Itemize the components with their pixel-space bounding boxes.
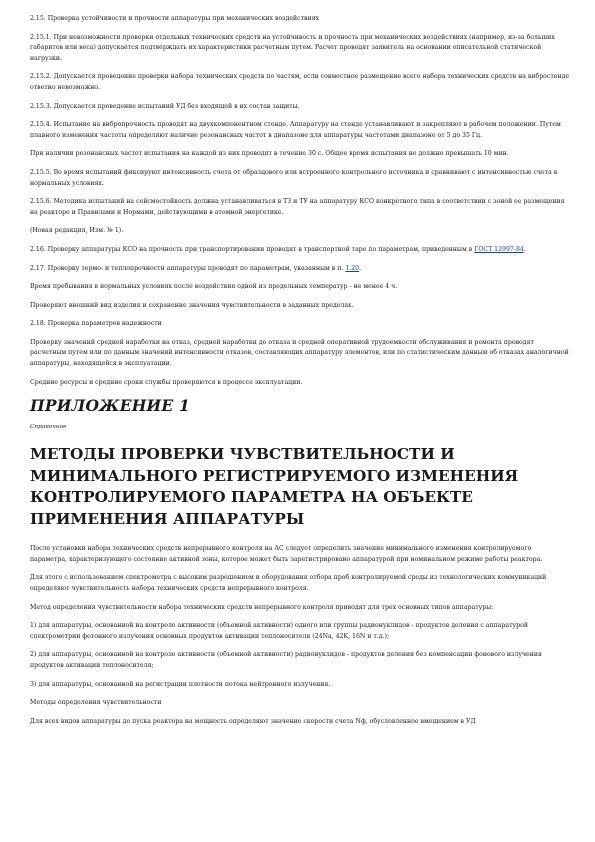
paragraph-2-18-resources: Средние ресурсы и средние сроки службы проверяются в процессе эксплуатации. [30,378,303,386]
paragraph-2-15-2: 2.15.2. Допускается проведение проверки набора технических средств по частям, если совместное размещение всего набора технических средств на вибростенде ответно невозможно. [30,73,570,91]
appendix-title-line-4: ПРИМЕНЕНИЯ АППАРАТУРЫ [30,509,305,528]
paragraph-2-18-reliability: Проверку значений средней наработки на отказ, средней наработки до отказа и средней оперативной трудоемкости обслуживания и ремонта проводят расчетным путем или по данным значений интенсивности отказов, составляющих аппаратуру элементов, или по статистическим данным об отказах аналогичной аппаратуры, находящейся в эксплуатации. [30,338,569,368]
paragraph-2-17-check: Проверяют внешний вид изделия и сохранение значения чувствительности в заданных пределах. [30,301,354,309]
appendix-list-item-1: 1) для аппаратуры, основанной на контроле активности (объемной активности) одного или группы радионуклидов - продуктов деления с аппаратурой спектрометрии фотонного излучения основных продуктов активации теплоносителя (24Na, 42K, 16N и т.д.); [30,622,528,640]
paragraph-2-15: 2.15. Проверка устойчивости и прочности аппаратуры при механических воздействиях [30,15,320,22]
appendix-title [30,444,570,530]
appendix-heading: ПРИЛОЖЕНИЕ 1 [30,396,190,416]
paragraph-2-16-end: . [523,245,526,253]
paragraph-2-15-3: 2.15.3. Допускается проведение испытаний УД без входящей в их состав защиты. [30,102,300,110]
revision-note: (Новая редакция, Изм. № 1). [30,227,124,235]
document-page [30,14,570,735]
paragraph-2-15-1: 2.15.1. При невозможности проверки отдельных технических средств на устойчивость и прочность при механических воздействиях (например, из-за больших габаритов или веса) допускается подтверждать их характеристики расчетным путем. Расчет проводят заявитель на основании описательной статической нагрузки. [30,33,555,62]
paragraph-2-18: 2.18. Проверка параметров надежности [30,320,162,328]
paragraph-2-15-6: 2.15.6. Методика испытаний на сейсмостойкость должна устанавливаться в ТЗ и ТУ на аппаратуру КСО конкретного типа в соответствии с зоной ее размещения на реакторе и Правилами и Нормами, действующими в атомной энергетике. [30,198,565,216]
appendix-list-item-2: 2) для аппаратуры, основанной на контроле активности (объемной активности) радионуклидов - продуктов деления без компенсации фонового излучения продуктов активации теплоносителя; [30,651,542,669]
paragraph-2-17-end: . [359,264,362,272]
appendix-title-line-2: МИНИМАЛЬНОГО РЕГИСТРИРУЕМОГО ИЗМЕНЕНИЯ [30,466,519,485]
paragraph-2-15-4: 2.15.4. Испытание на вибропрочность проводят на двухкомпонентном стенде. Аппаратуру на стенде устанавливают и закрепляют в рабочем положении. Путем плавного изменения частоты определяют наличие резонансных частот в диапазоне для аппаратуры частотами диапазоне от 5 до 35 Гц. [30,121,561,139]
paragraph-2-17-text: 2.17. Проверку термо- и теплопрочности аппаратуры проводят по параметрам, указанным в п. [30,264,346,272]
appendix-paragraph-1: После установки набора технических средств непрерывного контроля на АС следует определить значение минимального изменения контролируемого параметра, характеризующего состояние активной зоны, которое может быть зарегистрировано аппаратурой при номинальном режиме работы реактора. [30,545,543,563]
appendix-list-item-3: 3) для аппаратуры, основанной на регистрации плотности потока нейтронного излучения. [30,680,331,688]
appendix-paragraph-2: Для этого с использованием спектрометра с высоким разрешением и оборудования отбора проб контролируемой среды из технологических коммуникаций определяют чувствительность набора технических средств непрерывного контроля. [30,574,547,593]
gost-link[interactable]: ГОСТ 12997-84 [474,245,524,253]
appendix-title-line-1: МЕТОДЫ ПРОВЕРКИ ЧУВСТВИТЕЛЬНОСТИ И [30,445,455,464]
appendix-paragraph-3: Метод определения чувствительности набора технических средств непрерывного контроля приводят для трех основных типов аппаратуры: [30,603,494,611]
appendix-paragraph-8: Для всех видов аппаратуры до пуска реактора на мощность определяют значение скорости счета Nф, обусловленное вмещением в УД [30,717,476,725]
methods-subheading: Методы определения чувствительности [30,699,162,707]
paragraph-2-17-time: Время пребывания в нормальных условиях после воздействия одной из предельных температур - не менее 4 ч. [30,283,398,291]
appendix-status: Справочное [30,424,67,431]
appendix-title-line-3: КОНТРОЛИРУЕМОГО ПАРАМЕТРА НА ОБЪЕКТЕ [30,488,473,507]
paragraph-2-16 [30,245,570,256]
paragraph-2-15-4-resonance: При наличии резонансных частот испытания на каждой из них проводят в течение 30 с. Общее время испытания не должно превышать 10 мин. [30,150,509,158]
paragraph-2-17 [30,264,570,275]
paragraph-2-15-5: 2.15.5. Во время испытаний фиксируют интенсивность счета от образцового или встроенного контрольного источника и сравнивают с интенсивностью счета в нормальных условиях. [30,168,558,187]
paragraph-2-16-text: 2.16. Проверку аппаратуры КСО на прочность при транспортировании проводят в транспортной таре по параметрам, приведенным в [30,245,475,253]
clause-1-20-link[interactable]: 1.20 [345,264,360,272]
